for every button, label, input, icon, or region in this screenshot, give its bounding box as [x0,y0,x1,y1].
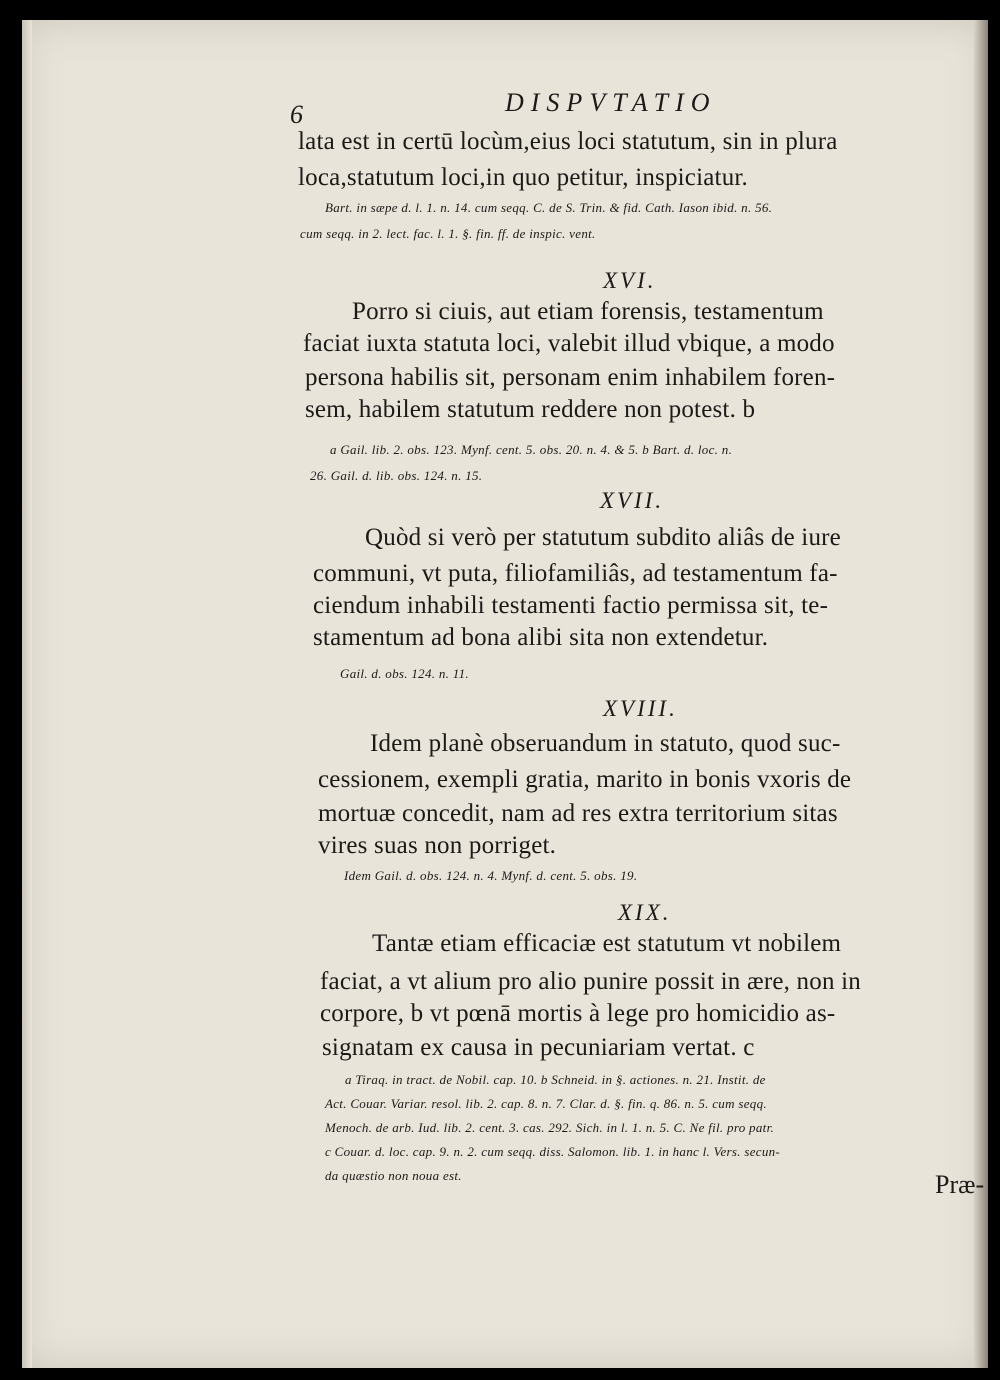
text-line: vires suas non porriget. [318,832,557,859]
footnote-line: c Couar. d. loc. cap. 9. n. 2. cum seqq. diss. Salomon. lib. 1. in hanc l. Vers. secun- [325,1144,781,1159]
page-number: 6 [290,100,303,129]
text-line: loca,statutum loci,in quo petitur, inspiciatur. [298,164,748,191]
text-line: faciat iuxta statuta loci, valebit illud vbique, a modo [303,330,835,357]
text-line: ciendum inhabili testamenti factio permissa sit, te- [313,592,829,619]
footnote-line: Bart. in sæpe d. l. 1. n. 14. cum seqq. C. de S. Trin. & fid. Cath. Iason ibid. n. 56. [325,200,773,215]
text-line: sem, habilem statutum reddere non potest. b [305,396,756,423]
text-line: communi, vt puta, filiofamiliâs, ad testamentum fa- [313,560,838,587]
text-line: faciat, a vt alium pro alio punire possit in ære, non in [320,968,861,995]
text-line: corpore, b vt pœnā mortis à lege pro homicidio as- [320,1000,836,1027]
footnote-line: Menoch. de arb. Iud. lib. 2. cent. 3. cas. 292. Sich. in l. 1. n. 5. C. Ne fil. pro patr. [325,1120,775,1135]
page-right-edge [974,20,988,1368]
section-heading: XVI. [603,268,657,293]
catchword: Præ- [935,1170,985,1199]
footnote-line: Gail. d. obs. 124. n. 11. [340,666,469,681]
text-line: cessionem, exempli gratia, marito in bonis vxoris de [318,766,852,793]
text-line: mortuæ concedit, nam ad res extra territorium sitas [318,800,838,827]
text-line: persona habilis sit, personam enim inhabilem foren- [305,364,836,391]
text-line: Porro si ciuis, aut etiam forensis, testamentum [352,298,824,325]
section-heading: XIX. [618,900,672,925]
text-line: signatam ex causa in pecuniariam vertat. c [322,1034,755,1061]
section-heading: XVII. [600,488,665,513]
text-line: stamentum ad bona alibi sita non extendetur. [313,624,769,651]
footnote-line: a Tiraq. in tract. de Nobil. cap. 10. b Schneid. in §. actiones. n. 21. Instit. de [345,1072,766,1087]
page-left-edge [22,20,32,1368]
footnote-line: cum seqq. in 2. lect. fac. l. 1. §. fin. ff. de inspic. vent. [300,226,596,241]
section-heading: XVIII. [603,696,678,721]
running-head: DISPVTATIO [505,88,717,117]
text-line: Tantæ etiam efficaciæ est statutum vt nobilem [372,930,842,957]
book-page [22,20,988,1368]
footnote-line: Idem Gail. d. obs. 124. n. 4. Mynf. d. cent. 5. obs. 19. [344,868,638,883]
text-line: Idem planè obseruandum in statuto, quod suc- [370,730,841,757]
footnote-line: da quæstio non noua est. [325,1168,462,1183]
text-line: lata est in certū locùm,eius loci statutum, sin in plura [298,128,838,155]
footnote-line: Act. Couar. Variar. resol. lib. 2. cap. 8. n. 7. Clar. d. §. fin. q. 86. n. 5. cum seqq. [325,1096,767,1111]
footnote-line: 26. Gail. d. lib. obs. 124. n. 15. [310,468,483,483]
footnote-line: a Gail. lib. 2. obs. 123. Mynf. cent. 5. obs. 20. n. 4. & 5. b Bart. d. loc. n. [330,442,733,457]
text-line: Quòd si verò per statutum subdito aliâs de iure [365,524,841,551]
